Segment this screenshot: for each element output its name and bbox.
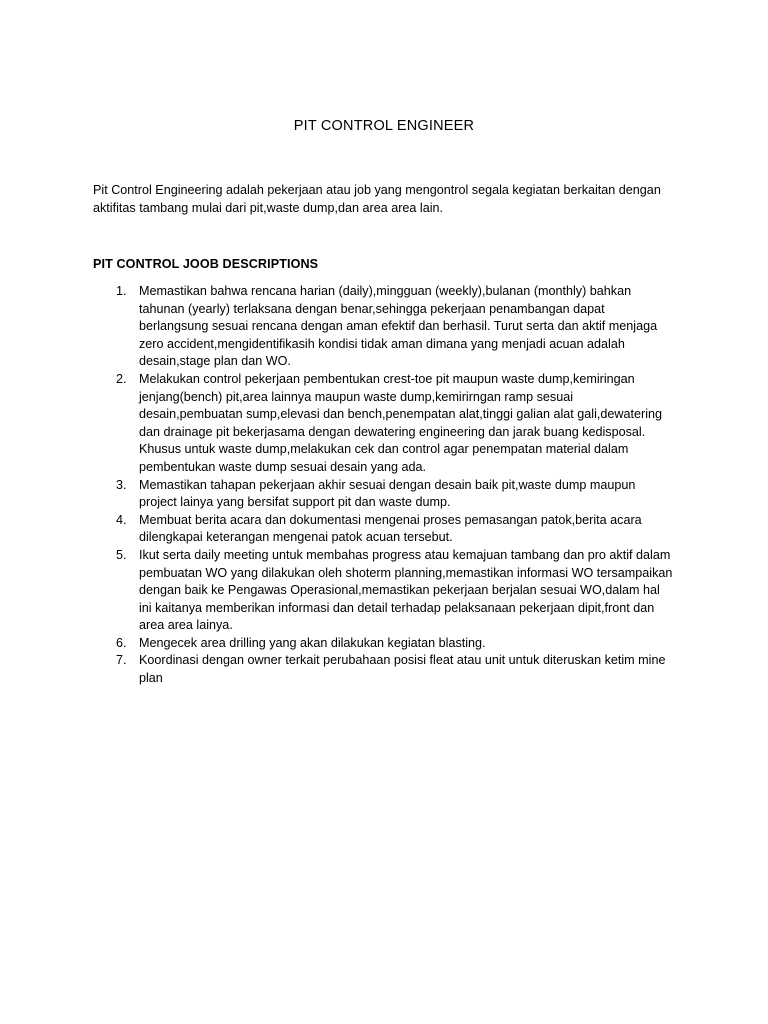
list-item-text: Memastikan tahapan pekerjaan akhir sesuai dengan desain baik pit,waste dump maupun project lainya yang bersifat support pit dan waste dump. bbox=[139, 477, 636, 510]
list-item-text: Koordinasi dengan owner terkait perubahaan posisi fleat atau unit untuk diteruskan ketim mine plan bbox=[139, 653, 666, 686]
list-item bbox=[93, 547, 673, 635]
list-item-number: 7. bbox=[116, 653, 127, 668]
list-item bbox=[93, 652, 673, 687]
list-item bbox=[93, 635, 673, 653]
list-item-text: Membuat berita acara dan dokumentasi mengenai proses pemasangan patok,berita acara dilengkapai keterangan mengenai patok acuan tersebut. bbox=[139, 512, 642, 545]
list-item bbox=[93, 477, 673, 512]
job-description-list bbox=[93, 283, 673, 688]
list-item-number: 4. bbox=[116, 512, 127, 527]
list-item-text: Memastikan bahwa rencana harian (daily),mingguan (weekly),bulanan (monthly) bahkan tahunan (yearly) terlaksana dengan benar,sehingga pekerjaan penambangan dapat berlangsung sesuai rencana dengan aman efektif dan berhasil. Turut serta dan aktif menjaga zero accident,mengidentifikasih kondisi tidak aman dimana yang menjadi acuan adalah desain,stage plan dan WO. bbox=[139, 284, 658, 369]
list-item bbox=[93, 371, 673, 477]
list-item-number: 3. bbox=[116, 477, 127, 492]
document-title: PIT CONTROL ENGINEER bbox=[293, 118, 475, 134]
list-item-number: 6. bbox=[116, 635, 127, 650]
list-item bbox=[93, 283, 673, 371]
list-item-text: Melakukan control pekerjaan pembentukan crest-toe pit maupun waste dump,kemiringan jenjang(bench) pit,area lainnya maupun waste dump,kemirirngan ramp sesuai desain,pembuatan sump,elevasi dan bench,penempatan alat,tinggi galian alat gali,dewatering dan drainage pit bekerjasama dengan dewatering engineering dan jarak buang kedisposal. Khusus untuk waste dump,melakukan cek dan control agar penempatan material dalam pembentukan waste dump sesuai desain yang ada. bbox=[139, 371, 663, 474]
list-item-number: 1. bbox=[116, 284, 127, 298]
list-item-number: 5. bbox=[116, 547, 127, 562]
list-item bbox=[93, 512, 673, 547]
list-item-text: Ikut serta daily meeting untuk membahas progress atau kemajuan tambang dan pro aktif dalam pembuatan WO yang dilakukan oleh shoterm planning,memastikan informasi WO tersampaikan dengan baik ke Pengawas Operasional,memastikan pekerjaan berjalan sesuai WO,dalam hal ini kaitanya memberikan informasi dan detail terhadap pelaksanaan pekerjaan dipit,front dan area area lainya. bbox=[139, 547, 673, 633]
intro-paragraph: Pit Control Engineering adalah pekerjaan atau job yang mengontrol segala kegiatan berkaitan dengan aktifitas tambang mulai dari pit,waste dump,dan area area lain. bbox=[93, 183, 661, 215]
list-item-number: 2. bbox=[116, 371, 127, 386]
section-heading: PIT CONTROL JOOB DESCRIPTIONS bbox=[93, 257, 319, 271]
list-item-text: Mengecek area drilling yang akan dilakukan kegiatan blasting. bbox=[139, 635, 486, 650]
